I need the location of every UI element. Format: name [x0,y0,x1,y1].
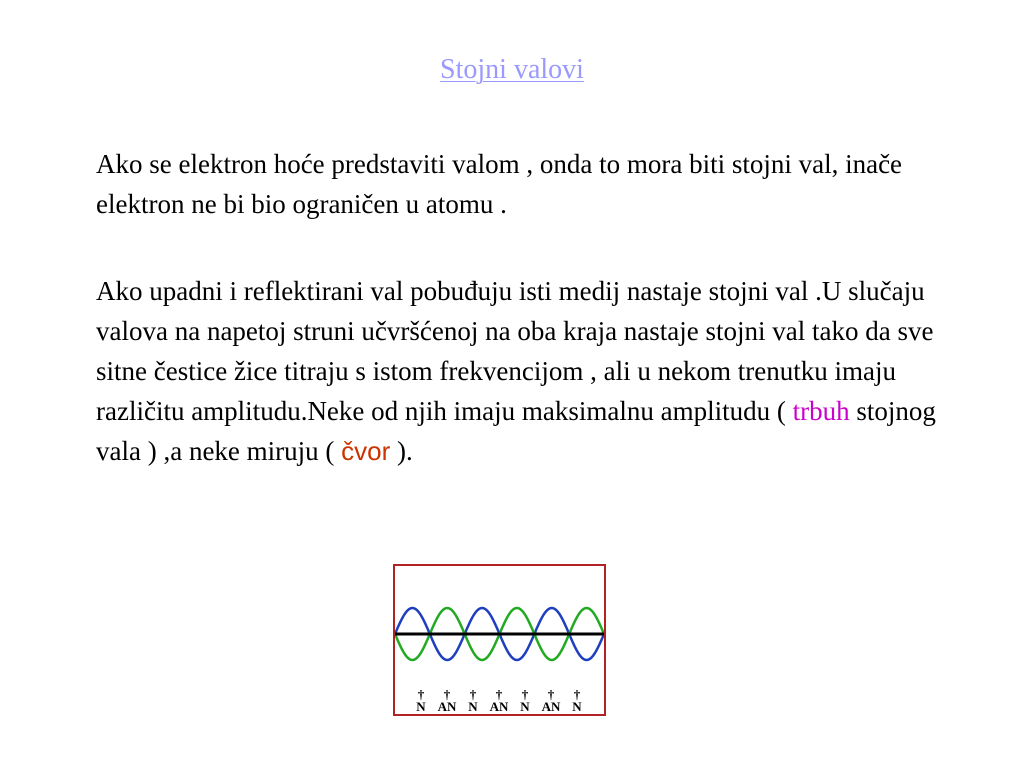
node-marker-arrow: † [417,687,425,702]
node-label-an: AN [489,699,509,714]
node-marker-arrow: † [547,687,555,702]
paragraph-text-middle: stojnog vala ) ,a neke miruju ( [96,396,936,466]
node-label-n: N [572,699,582,714]
node-marker-arrow: † [469,687,477,702]
node-label-an: AN [437,699,457,714]
node-marker-arrow: † [573,687,581,702]
node-label-n: N [520,699,530,714]
antinode-term: trbuh [792,396,850,426]
slide-title: Stojni valovi [440,54,584,85]
node-marker-arrow: † [495,687,503,702]
paragraph-text-after: ). [390,436,413,466]
paragraph-standing-wave [96,271,966,471]
node-label-n: N [468,699,478,714]
paragraph-text-before: Ako upadni i reflektirani val pobuđuju isti medij nastaje stojni val .U slučaju valova na napetoj struni učvršćenoj na oba kraja nastaje stojni val tako da sve sitne čestice žice titraju s istom frekvencijom , ali u nekom trenutku imaju različitu amplitudu.Neke od njih imaju maksimalnu amplitudu ( [96,276,934,426]
node-marker-arrow: † [443,687,451,702]
paragraph-electron-wave: Ako se elektron hoće predstaviti valom , onda to mora biti stojni val, inače elektron ne bi bio ograničen u atomu . [96,149,903,219]
node-marker-arrow: † [521,687,529,702]
standing-wave-figure [393,564,606,716]
node-term: čvor [341,436,391,466]
standing-wave-diagram [395,566,604,714]
node-labels [416,687,582,714]
node-label-n: N [416,699,426,714]
node-label-an: AN [541,699,561,714]
